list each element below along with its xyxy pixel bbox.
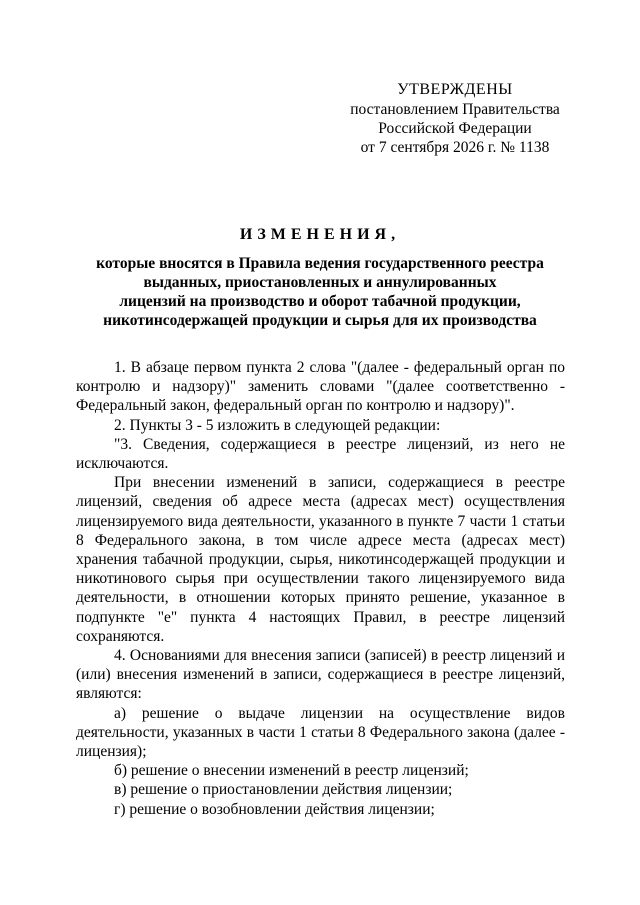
document-title: ИЗМЕНЕНИЯ,: [239, 226, 401, 243]
approval-line-3: от 7 сентября 2026 г. № 1138: [360, 139, 550, 156]
paragraph-8: в) решение о приостановлении действия лицензии;: [114, 781, 453, 799]
paragraph-9: г) решение о возобновлении действия лицензии;: [114, 800, 435, 818]
approval-stamp: [330, 80, 580, 157]
paragraph-4: При внесении изменений в записи, содержащиеся в реестре лицензий, сведения об адресе места (адресах мест) осуществления лицензируемого вида деятельности, указанного в пункте 7 части 1 статьи 8 Федерального закона, в том числе адресе места (адресах мест) хранения табачной продукции, сырья, никотинсодержащей продукции и никотинового сырья при осуществлении такого лицензируемого вида деятельности, в отношении которых принято решение, указанное в подпункте "е" пункта 4 настоящих Правил, в реестре лицензий сохраняются.: [76, 474, 565, 645]
paragraph-1: 1. В абзаце первом пункта 2 слова "(далее - федеральный орган по контролю и надзору)" заменить словами "(далее соответственно - Федеральный закон, федеральный орган по контролю и надзору)".: [76, 359, 565, 415]
document-body: [76, 358, 565, 819]
subtitle-line-3: лицензий на производство и оборот табачной продукции,: [119, 293, 521, 310]
approval-line-2: Российской Федерации: [378, 120, 532, 137]
document-subtitle: [60, 254, 580, 330]
approval-heading: УТВЕРЖДЕНЫ: [397, 81, 513, 98]
subtitle-line-1: которые вносятся в Правила ведения государственного реестра: [96, 255, 544, 272]
paragraph-7: б) решение о внесении изменений в реестр лицензий;: [114, 762, 469, 780]
subtitle-line-2: выданных, приостановленных и аннулированных: [143, 274, 497, 291]
paragraph-3: "3. Сведения, содержащиеся в реестре лицензий, из него не исключаются.: [76, 435, 565, 473]
paragraph-2: 2. Пункты 3 - 5 изложить в следующей редакции:: [114, 416, 441, 434]
subtitle-line-4: никотинсодержащей продукции и сырья для их производства: [103, 312, 537, 329]
document-title-block: [60, 226, 580, 330]
paragraph-5: 4. Основаниями для внесения записи (записей) в реестр лицензий и (или) внесения изменений в записи, содержащиеся в реестре лицензий, являются:: [76, 647, 565, 703]
approval-line-1: постановлением Правительства: [350, 101, 560, 118]
paragraph-6: а) решение о выдаче лицензии на осуществление видов деятельности, указанных в части 1 статьи 8 Федерального закона (далее - лицензия);: [76, 704, 565, 761]
